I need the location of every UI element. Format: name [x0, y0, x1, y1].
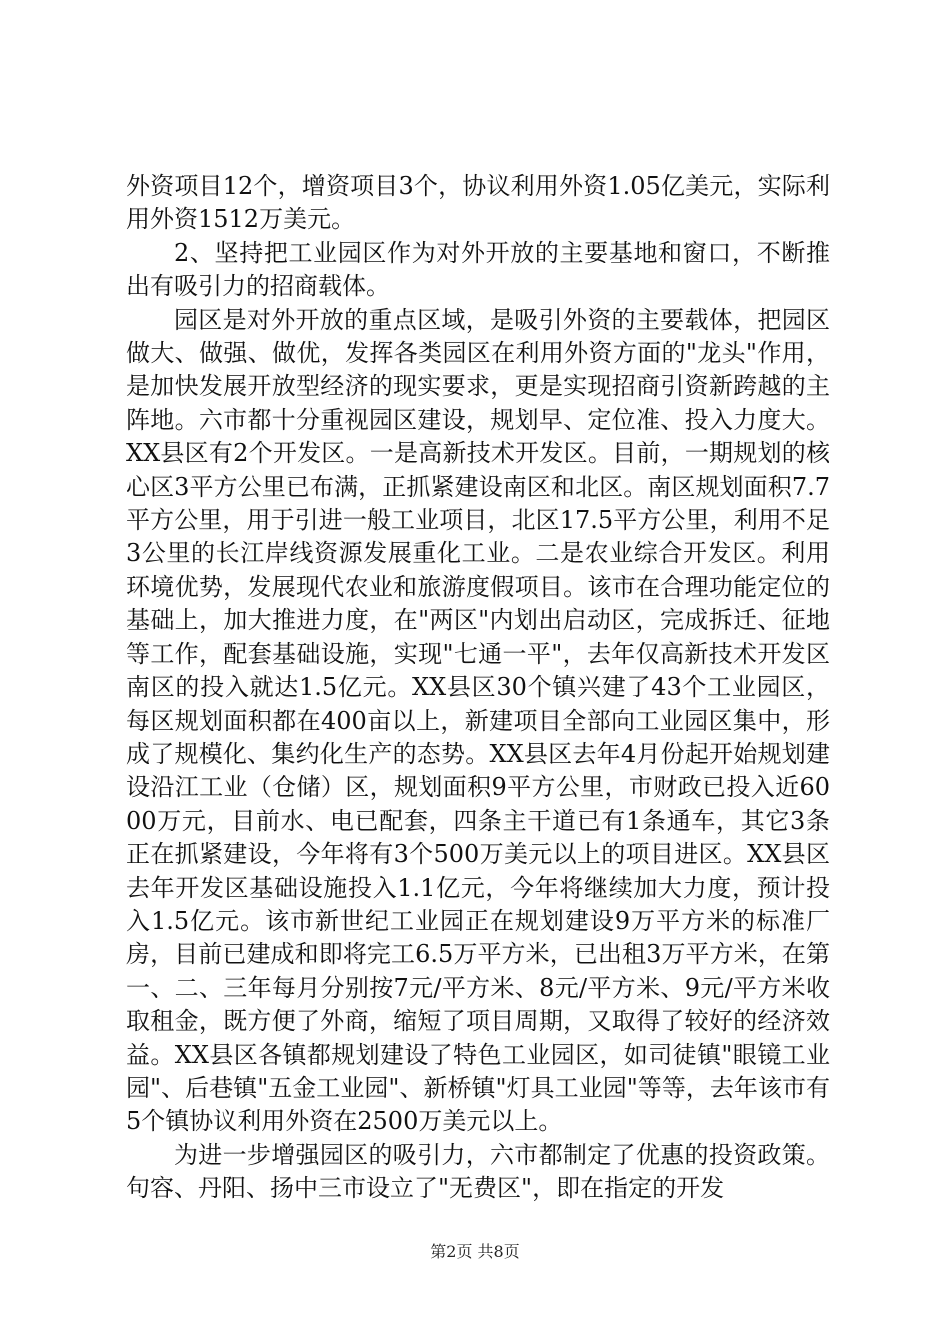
page-footer: 第2页 共8页: [430, 1242, 520, 1261]
paragraph-2: 2、坚持把工业园区作为对外开放的主要基地和窗口，不断推出有吸引力的招商载体。: [126, 238, 830, 301]
paragraph-3: 园区是对外开放的重点区域，是吸引外资的主要载体，把园区做大、做强、做优，发挥各类园区在利用外资方面的"龙头"作用，是加快发展开放型经济的现实要求，更是实现招商引资新跨越的主阵地。六市都十分重视园区建设，规划早、定位准、投入力度大。XX县区有2个开发区。一是高新技术开发区。目前，一期规划的核心区3平方公里已布满，正抓紧建设南区和北区。南区规划面积7.7平方公里，用于引进一般工业项目，北区17.5平方公里，利用不足3公里的长江岸线资源发展重化工业。二是农业综合开发区。利用环境优势，发展现代农业和旅游度假项目。该市在合理功能定位的基础上，加大推进力度，在"两区"内划出启动区，完成拆迁、征地等工作，配套基础设施，实现"七通一平"，去年仅高新技术开发区南区的投入就达1.5亿元。XX县区30个镇兴建了43个工业园区，每区规划面积都在400亩以上，新建项目全部向工业园区集中，形成了规模化、集约化生产的态势。XX县区去年4月份起开始规划建设沿江工业（仓储）区，规划面积9平方公里，市财政已投入近6000万元，目前水、电已配套，四条主干道已有1条通车，其它3条正在抓紧建设，今年将有3个500万美元以上的项目进区。XX县区去年开发区基础设施投入1.1亿元，今年将继续加大力度，预计投入1.5亿元。该市新世纪工业园正在规划建设9万平方米的标准厂房，目前已建成和即将完工6.5万平方米，已出租3万平方米，在第一、二、三年每月分别按7元/平方米、8元/平方米、9元/平方米收取租金，既方便了外商，缩短了项目周期，又取得了较好的经济效益。XX县区各镇都规划建设了特色工业园区，如司徒镇"眼镜工业园"、后巷镇"五金工业园"、新桥镇"灯具工业园"等等，去年该市有5个镇协议利用外资在2500万美元以上。: [126, 305, 830, 1136]
document-body: [126, 170, 830, 1206]
paragraph-4: 为进一步增强园区的吸引力，六市都制定了优惠的投资政策。句容、丹阳、扬中三市设立了"无费区"，即在指定的开发: [126, 1140, 830, 1203]
paragraph-1: 外资项目12个，增资项目3个，协议利用外资1.05亿美元，实际利用外资1512万美元。: [126, 172, 830, 234]
